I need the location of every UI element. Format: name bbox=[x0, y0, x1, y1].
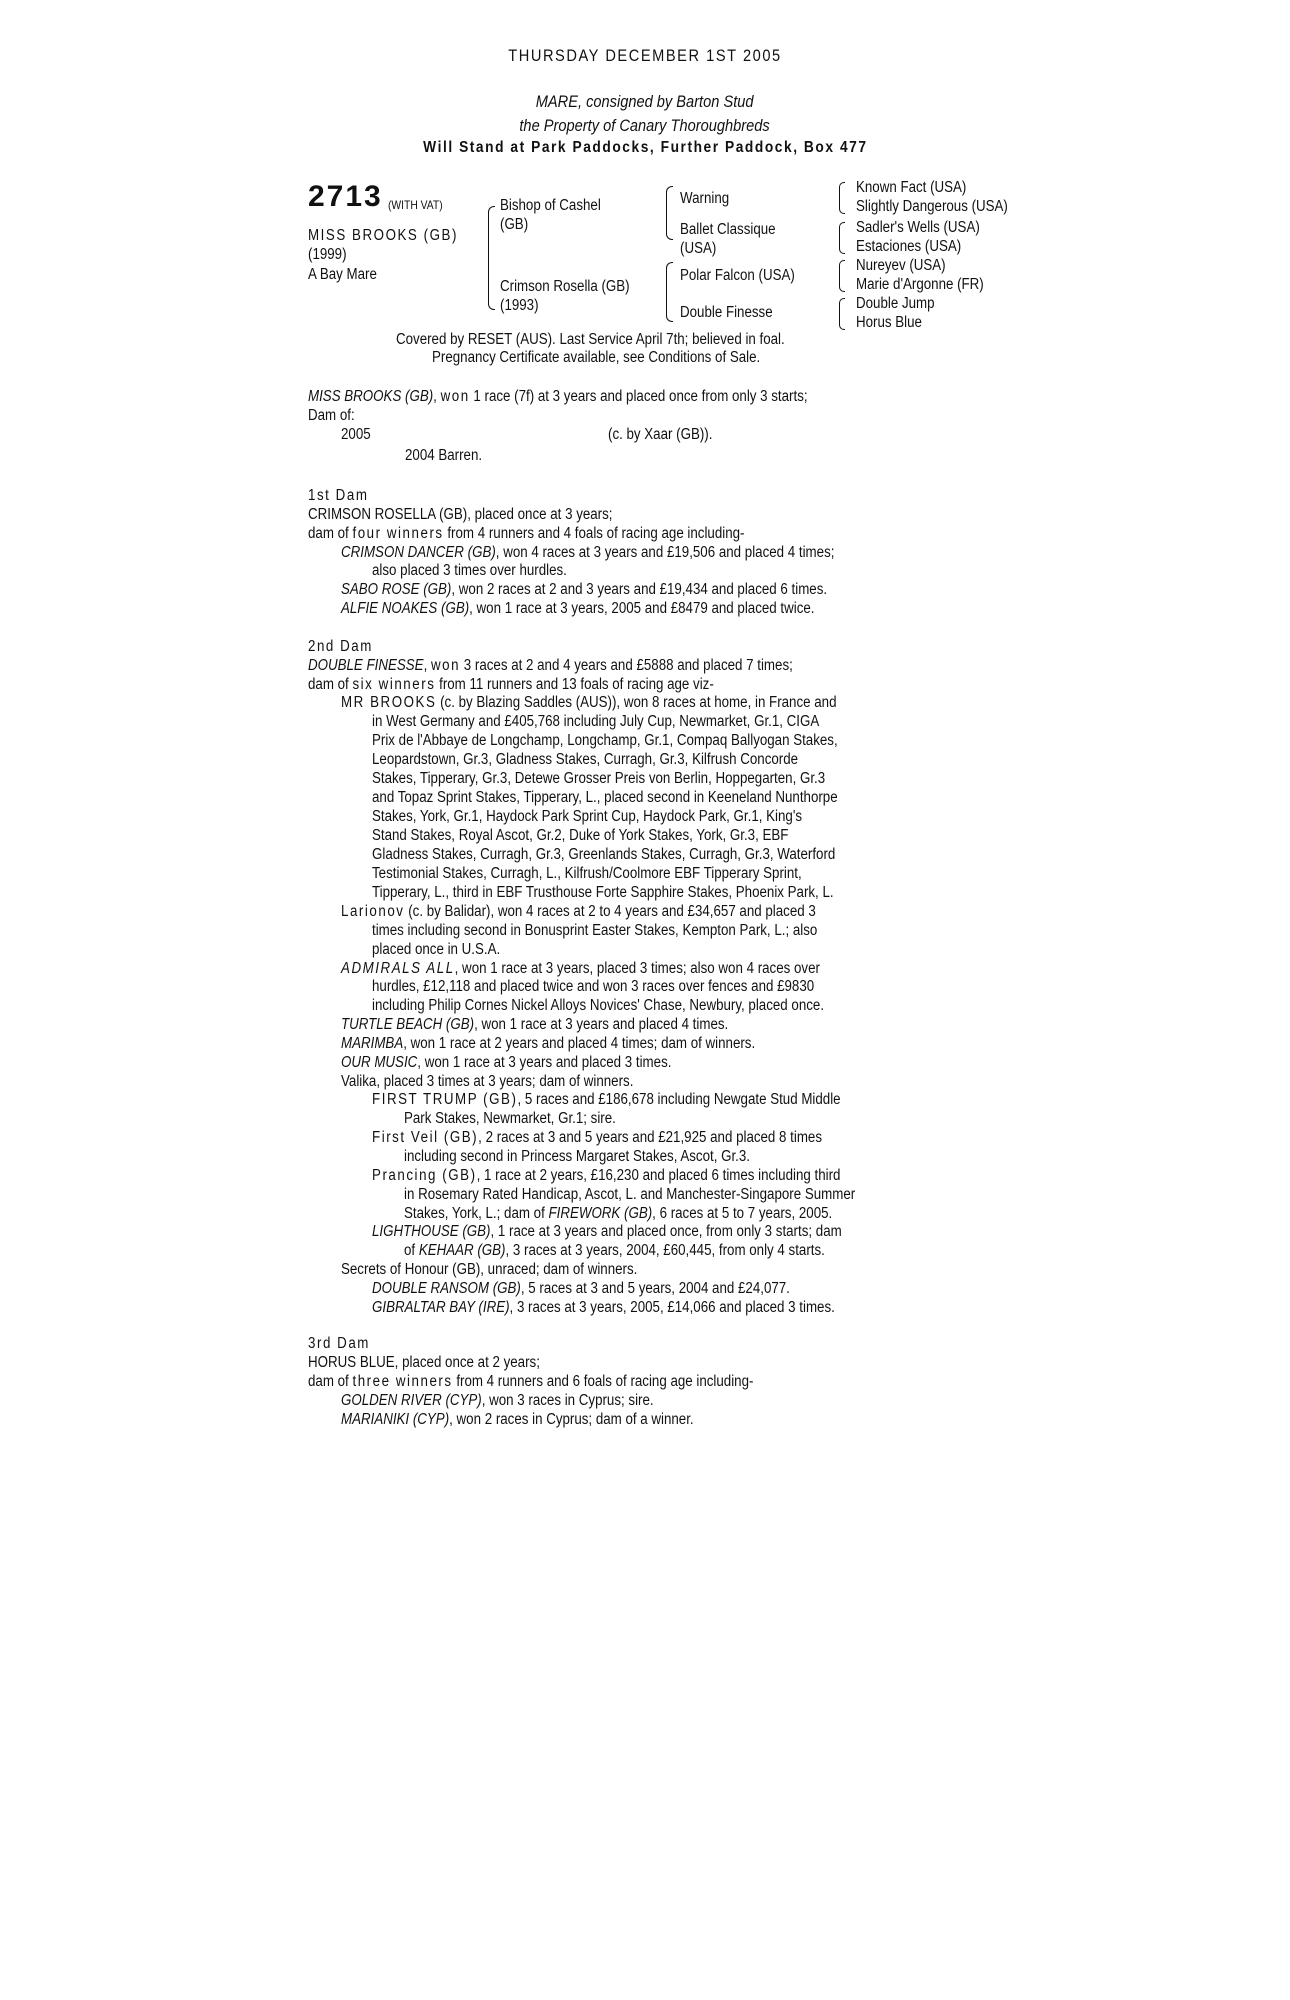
dam1-progeny: ALFIE NOAKES (GB), won 1 race at 3 years, 2005 and £8479 and placed twice. bbox=[341, 600, 815, 617]
dam1-heading: 1st Dam bbox=[308, 487, 369, 504]
progeny-text: placed once in U.S.A. bbox=[372, 941, 501, 958]
pregnancy-line: Pregnancy Certificate available, see Conditions of Sale. bbox=[432, 349, 761, 366]
progeny-text: including Philip Cornes Nickel Alloys Novices' Chase, Newbury, placed once. bbox=[372, 997, 825, 1014]
dam3-heading: 3rd Dam bbox=[308, 1335, 370, 1352]
progeny-mr-brooks: MR BROOKS (c. by Blazing Saddles (AUS)), won 8 races at home, in France and bbox=[341, 694, 837, 711]
pedigree-brace bbox=[839, 222, 845, 254]
progeny-admirals-all: ADMIRALS ALL, won 1 race at 3 years, placed 3 times; also won 4 races over bbox=[341, 960, 820, 977]
dam1-progeny-cont: also placed 3 times over hurdles. bbox=[372, 562, 567, 579]
progeny-text: hurdles, £12,118 and placed twice and won 3 races over fences and £9830 bbox=[372, 978, 815, 995]
progeny-valika: Valika, placed 3 times at 3 years; dam of winners. bbox=[341, 1073, 634, 1090]
pedigree-sire: Bishop of Cashel bbox=[500, 197, 601, 214]
progeny-text: Prix de l'Abbaye de Longchamp, Longchamp, Gr.1, Compaq Ballyogan Stakes, bbox=[372, 732, 838, 749]
progeny-text: of KEHAAR (GB), 3 races at 3 years, 2004, £60,445, from only 4 starts. bbox=[404, 1242, 825, 1259]
lot-vat: (WITH VAT) bbox=[388, 198, 443, 212]
stand-line: Will Stand at Park Paddocks, Further Paddock, Box 477 bbox=[422, 139, 868, 156]
pedigree-sire-country: (GB) bbox=[500, 216, 529, 233]
progeny-text: Tipperary, L., third in EBF Trusthouse Forte Sapphire Stakes, Phoenix Park, L. bbox=[372, 884, 834, 901]
progeny-text: and Topaz Sprint Stakes, Tipperary, L., placed second in Keeneland Nunthorpe bbox=[372, 789, 838, 806]
dam1-produce: dam of four winners from 4 runners and 4 foals of racing age including- bbox=[308, 525, 745, 542]
consignor-line: MARE, consigned by Barton Stud bbox=[536, 92, 754, 111]
dam-of-label: Dam of: bbox=[308, 407, 355, 424]
produce-barren: 2004 Barren. bbox=[405, 447, 483, 464]
pedigree-brace bbox=[488, 206, 495, 310]
dam1-line: CRIMSON ROSELLA (GB), placed once at 3 years; bbox=[308, 506, 613, 523]
property-line: the Property of Canary Thoroughbreds bbox=[519, 116, 771, 135]
progeny-text: Stakes, York, L.; dam of FIREWORK (GB), 6 races at 5 to 7 years, 2005. bbox=[404, 1205, 833, 1222]
pedigree-sire-dam-country: (USA) bbox=[680, 240, 717, 257]
progeny-text: Park Stakes, Newmarket, Gr.1; sire. bbox=[404, 1110, 616, 1127]
pedigree-brace bbox=[666, 186, 673, 240]
pedigree-brace bbox=[839, 182, 845, 214]
progeny-text: Testimonial Stakes, Curragh, L., Kilfrush/Coolmore EBF Tipperary Sprint, bbox=[372, 865, 802, 882]
progeny-text: Stand Stakes, Royal Ascot, Gr.2, Duke of York Stakes, York, Gr.3, EBF bbox=[372, 827, 789, 844]
pedigree-dds: Double Jump bbox=[856, 295, 935, 312]
grandprogeny-prancing: Prancing (GB), 1 race at 2 years, £16,230 and placed 6 times including third bbox=[372, 1167, 841, 1184]
pedigree-dam: Crimson Rosella (GB) bbox=[500, 278, 630, 295]
progeny-text: in Rosemary Rated Handicap, Ascot, L. and Manchester-Singapore Summer bbox=[404, 1186, 856, 1203]
progeny-text: Gladness Stakes, Curragh, Gr.3, Greenlands Stakes, Curragh, Gr.3, Waterford bbox=[372, 846, 836, 863]
dam3-line: HORUS BLUE, placed once at 2 years; bbox=[308, 1354, 540, 1371]
race-summary: MISS BROOKS (GB), won 1 race (7f) at 3 years and placed once from only 3 starts; bbox=[308, 388, 808, 405]
pedigree-sire-dam: Ballet Classique bbox=[680, 221, 776, 238]
dam2-produce: dam of six winners from 11 runners and 13 foals of racing age viz- bbox=[308, 676, 714, 693]
progeny-text: Stakes, Tipperary, Gr.3, Detewe Grosser Preis von Berlin, Hoppegarten, Gr.3 bbox=[372, 770, 826, 787]
grandprogeny-first-trump: FIRST TRUMP (GB), 5 races and £186,678 including Newgate Stud Middle bbox=[372, 1091, 841, 1108]
produce-year: 2005 bbox=[341, 426, 371, 443]
dam3-progeny: MARIANIKI (CYP), won 2 races in Cyprus; dam of a winner. bbox=[341, 1411, 694, 1428]
dam3-produce: dam of three winners from 4 runners and 6 foals of racing age including- bbox=[308, 1373, 754, 1390]
dam2-line: DOUBLE FINESSE, won 3 races at 2 and 4 years and £5888 and placed 7 times; bbox=[308, 657, 793, 674]
progeny-text: times including second in Bonusprint Easter Stakes, Kempton Park, L.; also bbox=[372, 922, 818, 939]
pedigree-sds: Sadler's Wells (USA) bbox=[856, 219, 980, 236]
covered-line: Covered by RESET (AUS). Last Service April 7th; believed in foal. bbox=[396, 331, 785, 348]
pedigree-dam-year: (1993) bbox=[500, 297, 539, 314]
pedigree-dam-sire: Polar Falcon (USA) bbox=[680, 267, 795, 284]
grandprogeny-double-ransom: DOUBLE RANSOM (GB), 5 races at 3 and 5 years, 2004 and £24,077. bbox=[372, 1280, 790, 1297]
pedigree-sss: Known Fact (USA) bbox=[856, 179, 967, 196]
lot-horse-name: MISS BROOKS (GB) bbox=[308, 227, 458, 244]
pedigree-dsd: Marie d'Argonne (FR) bbox=[856, 276, 984, 293]
dam1-progeny: CRIMSON DANCER (GB), won 4 races at 3 years and £19,506 and placed 4 times; bbox=[341, 544, 835, 561]
progeny-our-music: OUR MUSIC, won 1 race at 3 years and placed 3 times. bbox=[341, 1054, 672, 1071]
progeny-text: including second in Princess Margaret Stakes, Ascot, Gr.3. bbox=[404, 1148, 751, 1165]
progeny-larionov: Larionov (c. by Balidar), won 4 races at 2 to 4 years and £34,657 and placed 3 bbox=[341, 903, 816, 920]
progeny-turtle-beach: TURTLE BEACH (GB), won 1 race at 3 years and placed 4 times. bbox=[341, 1016, 729, 1033]
pedigree-brace bbox=[839, 298, 845, 330]
dam3-progeny: GOLDEN RIVER (CYP), won 3 races in Cyprus; sire. bbox=[341, 1392, 654, 1409]
lot-description: A Bay Mare bbox=[308, 266, 377, 283]
produce-detail: (c. by Xaar (GB)). bbox=[608, 426, 713, 443]
progeny-marimba: MARIMBA, won 1 race at 2 years and placed 4 times; dam of winners. bbox=[341, 1035, 756, 1052]
pedigree-sire-sire: Warning bbox=[680, 190, 730, 207]
pedigree-sdd: Estaciones (USA) bbox=[856, 238, 962, 255]
sale-date: THURSDAY DECEMBER 1ST 2005 bbox=[508, 46, 782, 65]
lot-year: (1999) bbox=[308, 246, 347, 263]
progeny-text: Stakes, York, Gr.1, Haydock Park Sprint Cup, Haydock Park, Gr.1, King's bbox=[372, 808, 803, 825]
progeny-text: in West Germany and £405,768 including July Cup, Newmarket, Gr.1, CIGA bbox=[372, 713, 820, 730]
pedigree-brace bbox=[666, 262, 673, 322]
pedigree-ssd: Slightly Dangerous (USA) bbox=[856, 198, 1008, 215]
pedigree-dss: Nureyev (USA) bbox=[856, 257, 946, 274]
grandprogeny-first-veil: First Veil (GB), 2 races at 3 and 5 years and £21,925 and placed 8 times bbox=[372, 1129, 823, 1146]
progeny-text: Leopardstown, Gr.3, Gladness Stakes, Curragh, Gr.3, Kilfrush Concorde bbox=[372, 751, 799, 768]
dam1-progeny: SABO ROSE (GB), won 2 races at 2 and 3 years and £19,434 and placed 6 times. bbox=[341, 581, 828, 598]
progeny-secrets-of-honour: Secrets of Honour (GB), unraced; dam of winners. bbox=[341, 1261, 638, 1278]
lot-number: 2713 bbox=[308, 180, 383, 213]
dam2-heading: 2nd Dam bbox=[308, 638, 373, 655]
grandprogeny-gibraltar-bay: GIBRALTAR BAY (IRE), 3 races at 3 years, 2005, £14,066 and placed 3 times. bbox=[372, 1299, 835, 1316]
pedigree-brace bbox=[839, 260, 845, 292]
pedigree-ddd: Horus Blue bbox=[856, 314, 922, 331]
pedigree-dam-dam: Double Finesse bbox=[680, 304, 773, 321]
grandprogeny-lighthouse: LIGHTHOUSE (GB), 1 race at 3 years and placed once, from only 3 starts; dam bbox=[372, 1223, 842, 1240]
